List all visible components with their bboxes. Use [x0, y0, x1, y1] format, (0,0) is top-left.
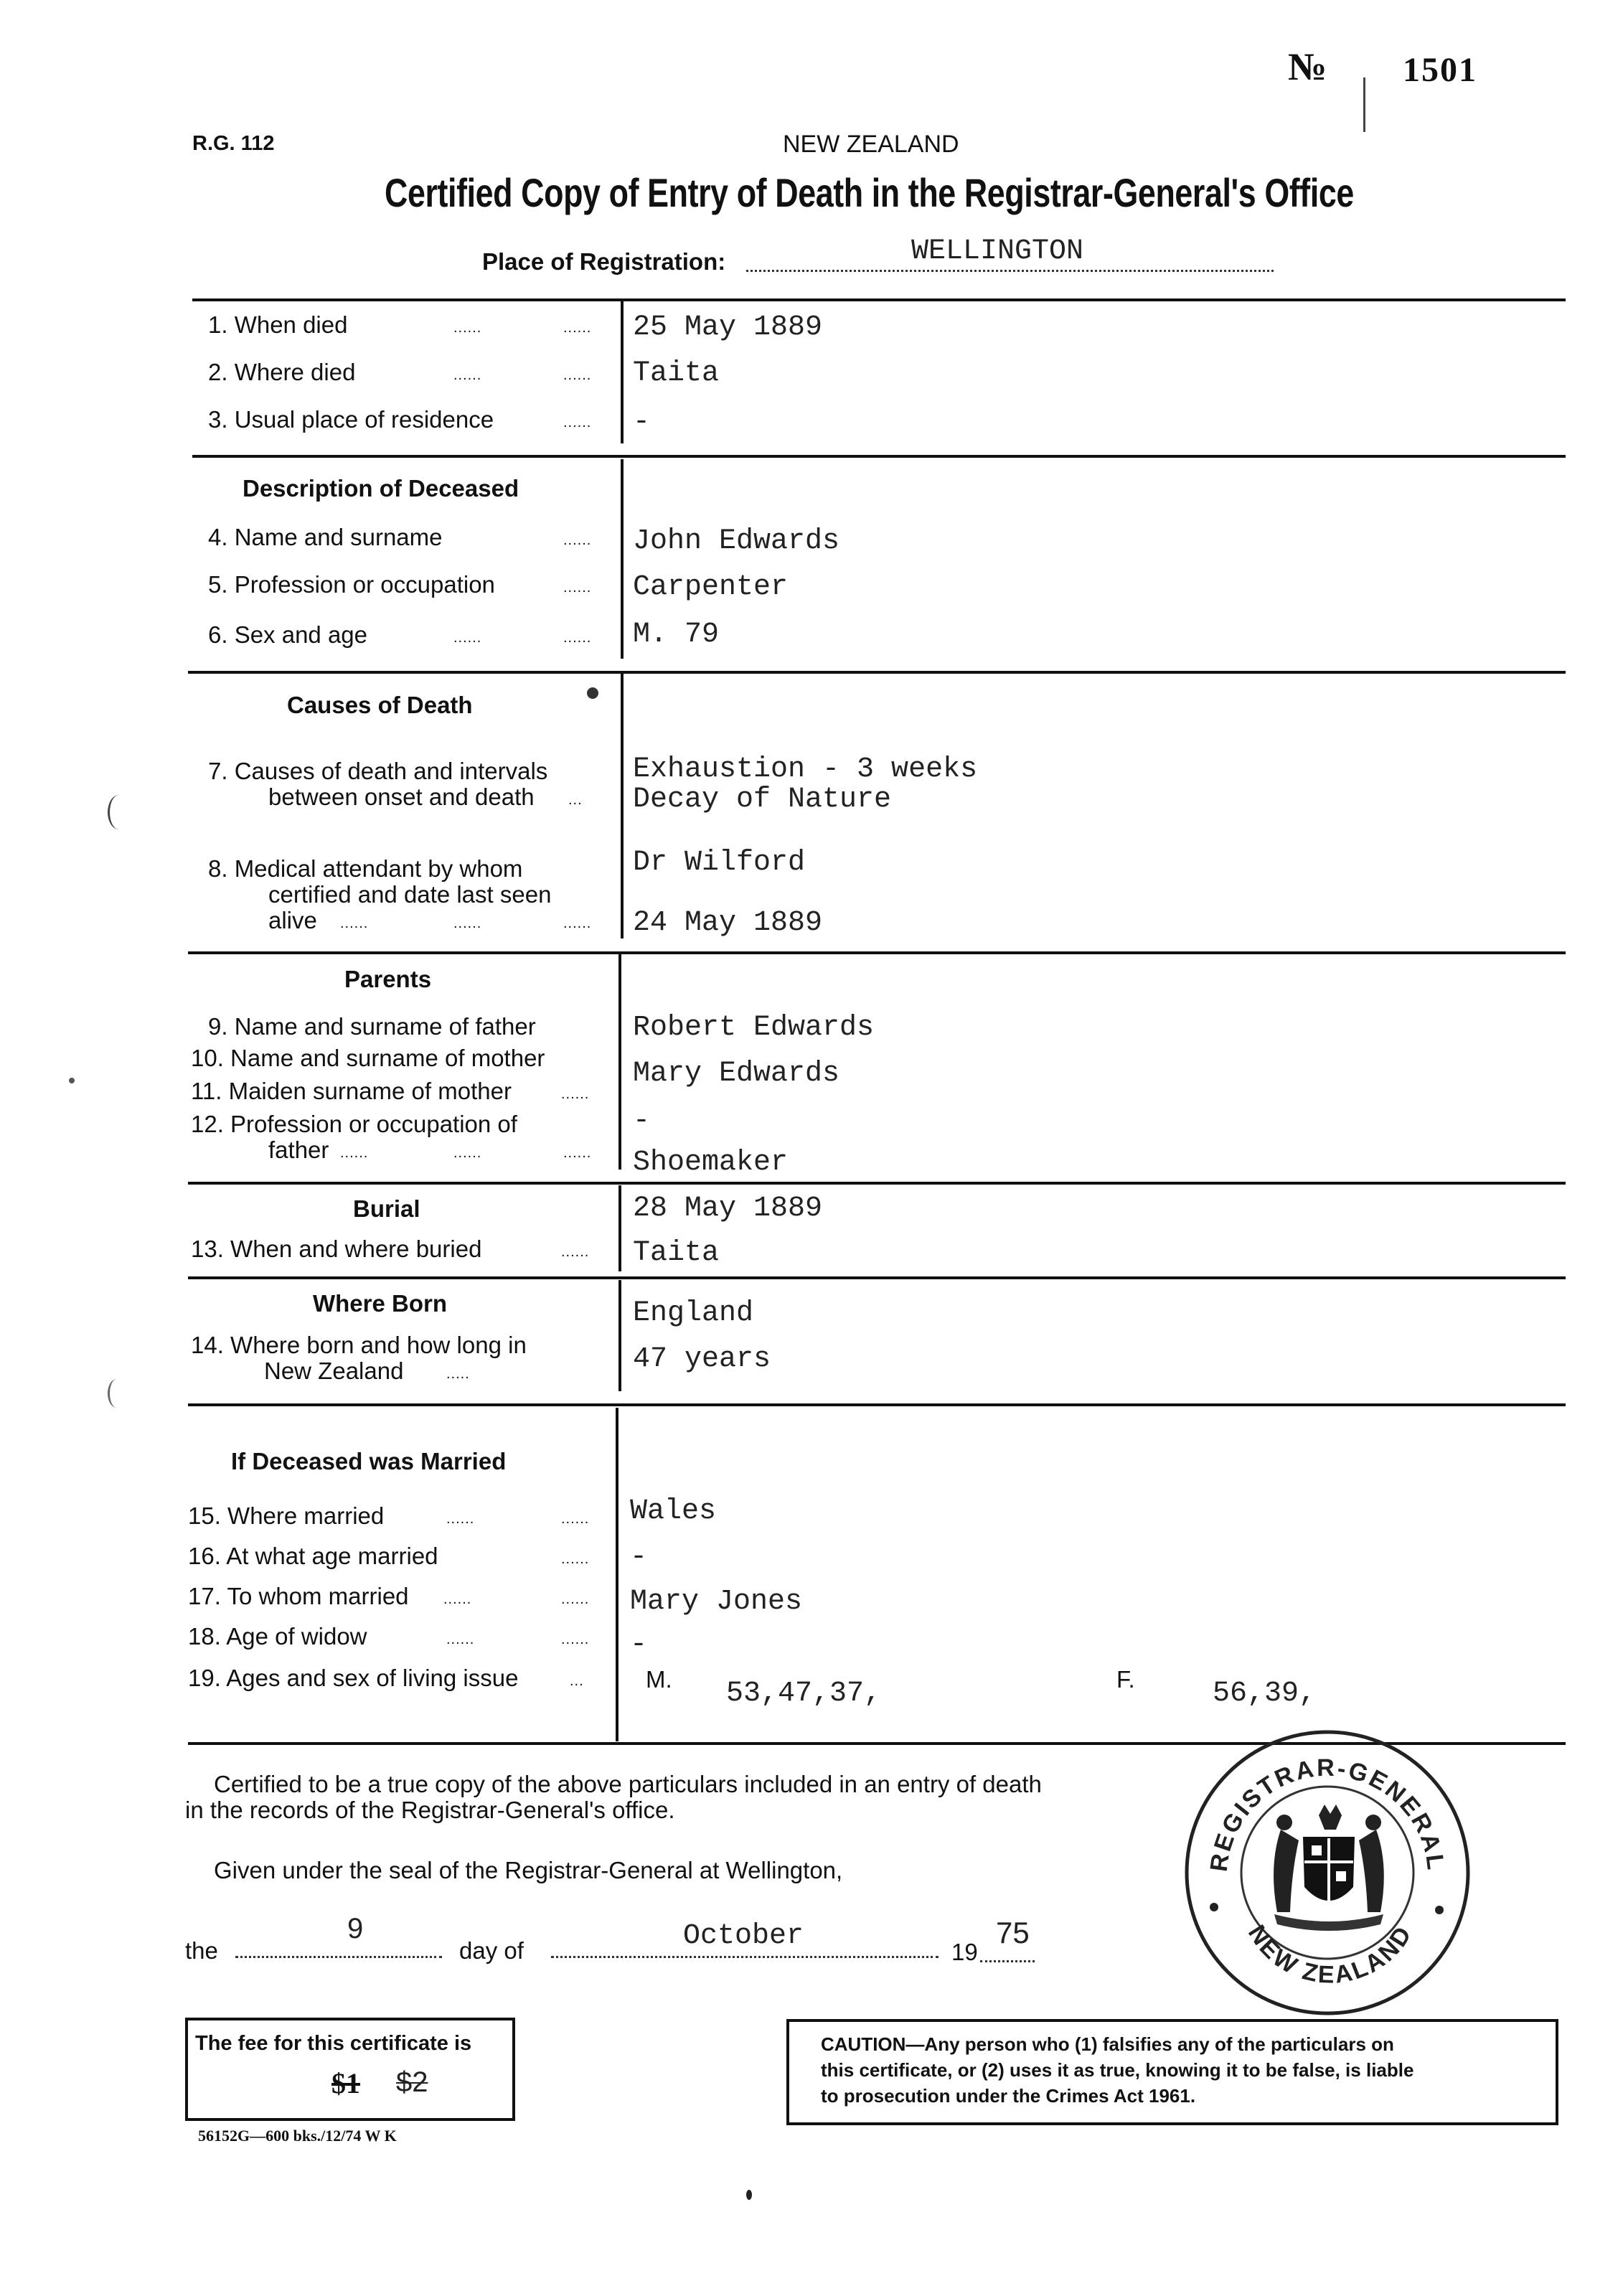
burial-value-2: Taita	[633, 1237, 720, 1269]
where-married-value: Wales	[630, 1495, 717, 1528]
born-value-2: 47 years	[633, 1343, 771, 1375]
leader-dots: ......	[453, 320, 482, 336]
rule-2	[192, 455, 1566, 458]
leader-dots: ...	[568, 792, 583, 808]
where-married-label: 15. Where married	[188, 1502, 385, 1529]
coat-of-arms-icon	[1274, 1805, 1384, 1931]
father-occupation-value: Shoemaker	[633, 1147, 789, 1179]
leader-dots: ......	[453, 367, 482, 383]
leader-dots: ......	[563, 415, 592, 430]
divider-7	[616, 1408, 618, 1741]
leader-dots: ......	[446, 1511, 475, 1527]
father-occupation-label-line1: 12. Profession or occupation of	[191, 1111, 517, 1137]
place-value: WELLINGTON	[911, 235, 1084, 268]
leader-dots: ......	[453, 630, 482, 646]
document-title: Certified Copy of Entry of Death in the Registrar-General's Office	[385, 170, 1354, 215]
leader-dots: ......	[443, 1591, 472, 1607]
age-married-label: 16. At what age married	[188, 1543, 438, 1569]
rule-7	[188, 1403, 1566, 1406]
leader-dots: ......	[561, 1551, 590, 1567]
mother-name-label: 10. Name and surname of mother	[191, 1045, 545, 1071]
medical-label-line3: alive	[268, 907, 317, 933]
divider-1	[621, 300, 624, 443]
the-label: the	[185, 1937, 218, 1964]
leader-dots: ......	[561, 1511, 590, 1527]
seal-text-bottom: NEW ZEALAND	[1242, 1920, 1419, 1989]
leader-dots: .....	[446, 1366, 470, 1382]
causes-label-line1: 7. Causes of death and intervals	[208, 758, 548, 784]
leader-dots: ......	[563, 630, 592, 646]
issue-female-value: 56,39,	[1213, 1678, 1317, 1710]
leader-dots: ......	[561, 1632, 590, 1647]
rule-6	[188, 1276, 1566, 1279]
description-heading: Description of Deceased	[243, 475, 519, 502]
married-heading: If Deceased was Married	[231, 1448, 507, 1474]
leader-dots: ......	[453, 1145, 482, 1161]
given-under-seal: Given under the seal of the Registrar-General at Wellington,	[214, 1857, 843, 1883]
leader-dots: ......	[563, 580, 592, 596]
scan-mark	[108, 1379, 126, 1408]
whom-married-label: 17. To whom married	[188, 1583, 409, 1609]
month-dotline	[551, 1956, 938, 1958]
place-label: Place of Registration:	[482, 248, 726, 275]
age-married-value: -	[630, 1541, 648, 1573]
print-code: 56152G—600 bks./12/74 W K	[198, 2127, 397, 2145]
scan-mark	[746, 2190, 752, 2200]
registrar-general-seal	[1177, 1722, 1478, 2023]
maiden-name-label: 11. Maiden surname of mother	[191, 1078, 512, 1104]
father-occupation-label-line2: father	[268, 1137, 329, 1163]
divider-3	[621, 673, 624, 938]
rule-5	[188, 1182, 1566, 1185]
leader-dots: ......	[561, 1591, 590, 1607]
caution-line2: this certificate, or (2) uses it as true, knowing it to be false, is liable	[821, 2059, 1414, 2081]
leader-dots: ......	[563, 916, 592, 931]
whom-married-value: Mary Jones	[630, 1586, 803, 1618]
when-died-label: 1. When died	[208, 311, 348, 338]
name-value: John Edwards	[633, 525, 840, 557]
leader-dots: ......	[453, 916, 482, 931]
issue-female-label: F.	[1116, 1666, 1135, 1693]
leader-dots: ......	[563, 532, 592, 548]
number-mark	[1363, 77, 1365, 132]
when-died-value: 25 May 1889	[633, 311, 823, 344]
sex-age-label: 6. Sex and age	[208, 621, 368, 648]
leader-dots: ......	[563, 1145, 592, 1161]
fee-label: The fee for this certificate is	[195, 2032, 472, 2055]
residence-value: -	[633, 406, 651, 438]
living-issue-label: 19. Ages and sex of living issue	[188, 1665, 519, 1691]
causes-label-line2: between onset and death	[268, 784, 535, 810]
issue-male-value: 53,47,37,	[726, 1678, 882, 1710]
certification-line2: in the records of the Registrar-General's office.	[185, 1797, 675, 1823]
maiden-name-value: -	[633, 1105, 651, 1137]
name-label: 4. Name and surname	[208, 524, 443, 550]
month-value: October	[683, 1920, 804, 1952]
medical-label-line2: certified and date last seen	[268, 881, 552, 908]
divider-4	[618, 954, 621, 1170]
issue-male-label: M.	[646, 1666, 672, 1693]
scan-mark	[108, 795, 130, 829]
scan-mark	[69, 1078, 75, 1083]
born-label-line1: 14. Where born and how long in	[191, 1332, 527, 1358]
leader-dots: ......	[561, 1086, 590, 1102]
leader-dots: ......	[340, 1145, 369, 1161]
born-label-line2: New Zealand	[264, 1358, 404, 1384]
mother-name-value: Mary Edwards	[633, 1058, 840, 1090]
leader-dots: ......	[563, 320, 592, 336]
widow-age-label: 18. Age of widow	[188, 1623, 367, 1650]
country-heading: NEW ZEALAND	[783, 131, 959, 158]
burial-label: 13. When and where buried	[191, 1236, 482, 1262]
day-of-label: day of	[459, 1937, 524, 1964]
residence-label: 3. Usual place of residence	[208, 406, 494, 433]
fee-new-value: $2	[396, 2066, 428, 2098]
occupation-value: Carpenter	[633, 571, 789, 603]
ink-spot	[587, 687, 598, 699]
where-died-label: 2. Where died	[208, 359, 356, 385]
born-heading: Where Born	[313, 1290, 448, 1317]
caution-line3: to prosecution under the Crimes Act 1961.	[821, 2085, 1196, 2107]
divider-2	[621, 459, 624, 659]
day-value: 9	[347, 1913, 364, 1944]
where-died-value: Taita	[633, 357, 720, 390]
causes-heading: Causes of Death	[287, 692, 473, 718]
rule-top	[192, 298, 1566, 301]
father-name-label: 9. Name and surname of father	[208, 1013, 536, 1040]
divider-5	[618, 1185, 621, 1271]
father-name-value: Robert Edwards	[633, 1012, 875, 1044]
seal-text-top: REGISTRAR-GENERAL	[1205, 1754, 1450, 1873]
place-dotline	[746, 270, 1274, 272]
fee-old-value: $1	[331, 2067, 360, 2099]
certificate-number: 1501	[1403, 51, 1477, 89]
occupation-label: 5. Profession or occupation	[208, 571, 495, 598]
leader-dots: ...	[570, 1673, 584, 1689]
day-dotline	[235, 1956, 442, 1958]
form-code: R.G. 112	[192, 132, 275, 155]
medical-label-line1: 8. Medical attendant by whom	[208, 855, 523, 882]
leader-dots: ......	[561, 1244, 590, 1260]
parents-heading: Parents	[344, 966, 432, 992]
year-dotline	[980, 1960, 1035, 1962]
born-value-1: England	[633, 1297, 754, 1330]
number-symbol: №	[1288, 45, 1327, 88]
burial-heading: Burial	[353, 1195, 420, 1222]
causes-value-2: Decay of Nature	[633, 784, 892, 816]
sex-age-value: M. 79	[633, 618, 720, 651]
widow-age-value: -	[630, 1629, 648, 1661]
year-prefix: 19	[951, 1939, 978, 1965]
medical-value-2: 24 May 1889	[633, 907, 823, 939]
rule-4	[188, 951, 1566, 954]
causes-value-1: Exhaustion - 3 weeks	[633, 753, 978, 786]
leader-dots: ......	[563, 367, 592, 383]
leader-dots: ......	[446, 1632, 475, 1647]
leader-dots: ......	[340, 916, 369, 931]
caution-line1: CAUTION—Any person who (1) falsifies any of the particulars on	[821, 2033, 1394, 2055]
rule-3	[188, 671, 1566, 674]
burial-value-1: 28 May 1889	[633, 1192, 823, 1225]
medical-value-1: Dr Wilford	[633, 847, 806, 879]
divider-6	[618, 1280, 621, 1391]
year-value: 75	[996, 1916, 1030, 1949]
certification-line1: Certified to be a true copy of the above particulars included in an entry of death	[214, 1771, 1042, 1797]
